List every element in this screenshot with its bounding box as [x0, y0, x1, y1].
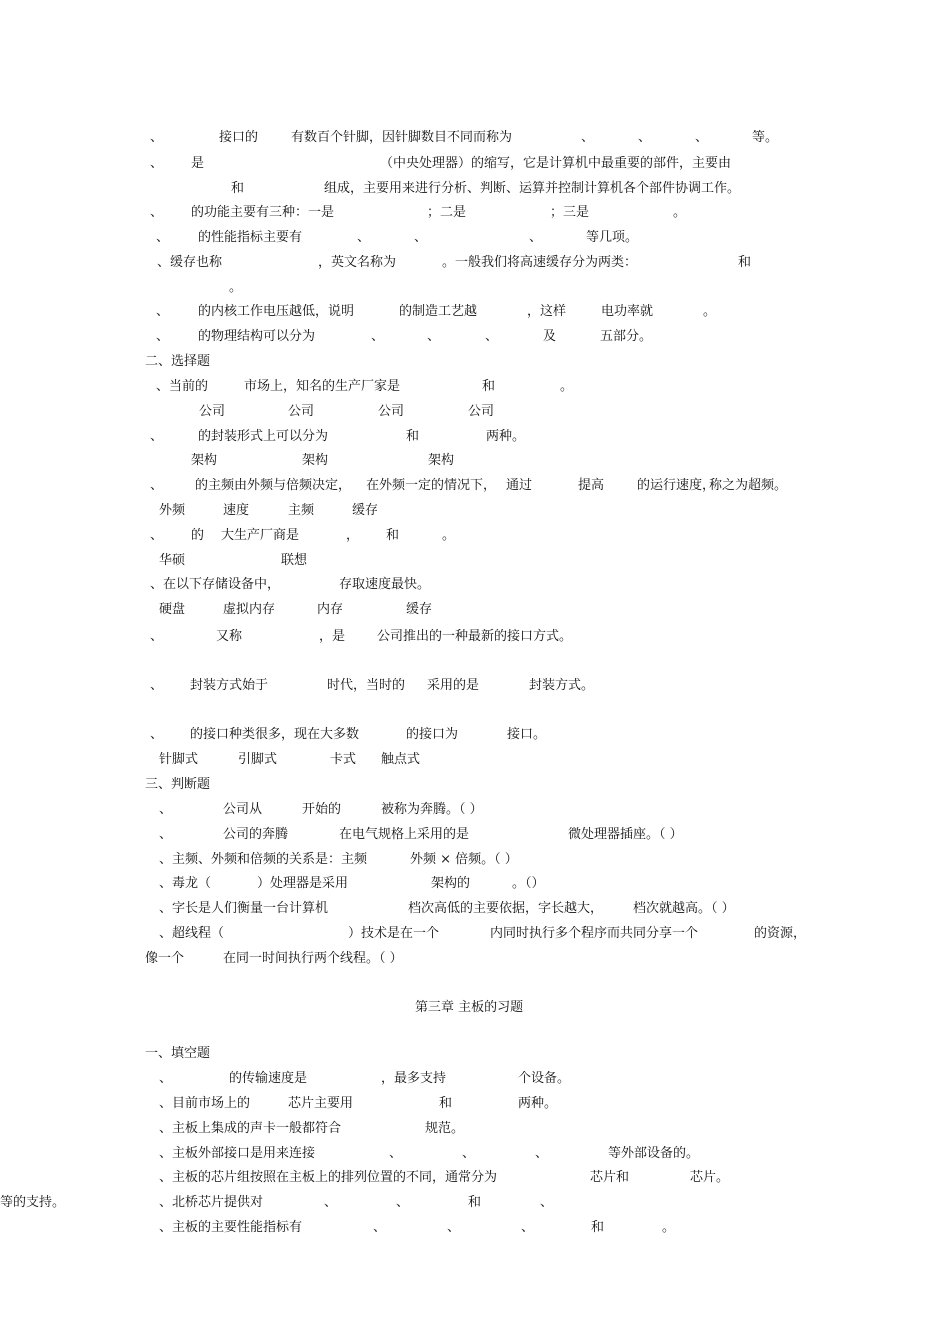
text-fragment: 、 [324, 1195, 338, 1210]
text-fragment: 又称 [216, 629, 243, 644]
text-fragment: 、 [396, 1195, 410, 1210]
text-fragment: 通过 [506, 478, 533, 493]
section-heading [0, 352, 950, 372]
section-heading [0, 1044, 950, 1064]
text-fragment: 和 [482, 379, 496, 394]
text-fragment: 、 [150, 205, 164, 220]
text-fragment: 和 [439, 1096, 453, 1111]
text-fragment: 、 [389, 1146, 403, 1161]
text-fragment: 。 [673, 205, 687, 220]
text-fragment: 和 [738, 255, 752, 270]
text-fragment: 封装方式始于 [190, 678, 269, 693]
text-fragment: 的 [191, 528, 205, 543]
text-fragment: 架构的 [431, 876, 471, 891]
question-line [0, 600, 950, 620]
text-fragment: 、 [373, 1220, 387, 1235]
text-fragment: 电功率就 [601, 304, 654, 319]
text-fragment: 内存 [317, 602, 344, 617]
text-fragment: 的传输速度是 [229, 1071, 308, 1086]
text-fragment: 大生产厂商是 [221, 528, 300, 543]
text-fragment: 。 [229, 280, 243, 295]
text-fragment: 、 [535, 1146, 549, 1161]
text-fragment: 接口。 [507, 727, 547, 742]
question-line [0, 725, 950, 745]
text-fragment: 、 [150, 156, 164, 171]
question-line [0, 128, 950, 148]
text-fragment: 和 [231, 181, 245, 196]
text-fragment: 提高 [578, 478, 605, 493]
text-fragment: 卡式 [330, 752, 357, 767]
question-line [0, 1193, 950, 1213]
text-fragment: 存取速度最快。 [339, 577, 431, 592]
text-fragment: 引脚式 [238, 752, 278, 767]
text-fragment: 缓存 [406, 602, 433, 617]
text-fragment: 规范。 [425, 1121, 465, 1136]
text-fragment: 、 [447, 1220, 461, 1235]
text-fragment: 档次高低的主要依据，字长越大， [408, 901, 604, 916]
text-fragment: 两种。 [518, 1096, 558, 1111]
text-fragment: 架构 [428, 453, 455, 468]
text-fragment: ，是 [319, 629, 346, 644]
question-line [0, 825, 950, 845]
question-line [0, 402, 950, 422]
question-line [0, 154, 950, 174]
text-fragment: 、 [357, 230, 371, 245]
text-fragment: 的制造工艺越 [399, 304, 478, 319]
text-fragment: 针脚式 [159, 752, 199, 767]
text-fragment: 、 [159, 827, 173, 842]
text-fragment: 。 [662, 1220, 676, 1235]
question-line [0, 501, 950, 521]
question-line [0, 627, 950, 647]
text-fragment: 、 [150, 528, 164, 543]
text-fragment: ，这样 [527, 304, 567, 319]
text-fragment: 一、填空题 [145, 1046, 211, 1061]
question-line [0, 1144, 950, 1164]
text-fragment: 。 [703, 304, 717, 319]
text-fragment: 时代，当时的 [327, 678, 406, 693]
text-fragment: 和 [591, 1220, 605, 1235]
question-line [0, 551, 950, 571]
text-fragment: 等。 [752, 130, 779, 145]
text-fragment: 的内核工作电压越低，说明 [198, 304, 355, 319]
text-fragment: 缓存 [352, 503, 379, 518]
text-fragment: 、北桥芯片提供对 [159, 1195, 264, 1210]
text-fragment: 、 [156, 230, 170, 245]
question-line [0, 327, 950, 347]
text-fragment: 和 [386, 528, 400, 543]
text-fragment: 、 [156, 329, 170, 344]
text-fragment: 外频 × 倍频。（ ） [410, 852, 518, 867]
text-fragment: 、 [150, 629, 164, 644]
text-fragment: 、在以下存储设备中， [150, 577, 281, 592]
text-fragment: 架构 [302, 453, 329, 468]
text-fragment: 。 [442, 528, 456, 543]
text-fragment: 。一般我们将高速缓存分为两类： [442, 255, 638, 270]
text-fragment: 封装方式。 [529, 678, 595, 693]
text-fragment: 、 [159, 802, 173, 817]
text-fragment: 称之为超频。 [709, 478, 788, 493]
text-fragment: 芯片主要用 [288, 1096, 354, 1111]
text-fragment: 、当前的 [156, 379, 209, 394]
text-fragment: 、 [521, 1220, 535, 1235]
text-fragment: 主频 [288, 503, 315, 518]
text-fragment: 和 [468, 1195, 482, 1210]
text-fragment: 公司从 [223, 802, 263, 817]
text-fragment: 的接口为 [406, 727, 459, 742]
question-line [0, 800, 950, 820]
question-line [0, 899, 950, 919]
text-fragment: ）处理器是采用 [257, 876, 349, 891]
text-fragment: 公司 [199, 404, 226, 419]
text-fragment: 、 [150, 678, 164, 693]
question-line [0, 253, 950, 273]
question-line [0, 1168, 950, 1188]
text-fragment: 硬盘 [159, 602, 186, 617]
section-heading [0, 775, 950, 795]
question-line [0, 377, 950, 397]
text-fragment: 等外部设备的。 [608, 1146, 700, 1161]
text-fragment: 触点式 [381, 752, 421, 767]
text-fragment: 的资源， [754, 926, 807, 941]
text-fragment: 华硕 [159, 553, 186, 568]
text-fragment: 第三章 主板的习题 [415, 1000, 524, 1015]
text-fragment: 内同时执行多个程序而共同分享一个 [490, 926, 699, 941]
text-fragment: 的功能主要有三种：一是 [191, 205, 335, 220]
text-fragment: 像一个 [145, 951, 185, 966]
text-fragment: 公司 [288, 404, 315, 419]
text-fragment: 、 [156, 304, 170, 319]
text-fragment: 被称为奔腾。（ ） [381, 802, 483, 817]
text-fragment: 架构 [191, 453, 218, 468]
question-line [0, 476, 950, 496]
text-fragment: 及 [543, 329, 557, 344]
text-fragment: 个设备。 [518, 1071, 571, 1086]
text-fragment: 、字长是人们衡量一台计算机 [159, 901, 329, 916]
text-fragment: ）技术是在一个 [348, 926, 440, 941]
text-fragment: ，英文名称为 [318, 255, 397, 270]
text-fragment: 、主板的主要性能指标有 [159, 1220, 303, 1235]
text-fragment: 公司 [378, 404, 405, 419]
question-line [0, 228, 950, 248]
text-fragment: 的接口种类很多，现在大多数 [190, 727, 360, 742]
question-line [0, 1069, 950, 1089]
text-fragment: 、主板的芯片组按照在主板上的排列位置的不同，通常分为 [159, 1170, 498, 1185]
question-line [0, 179, 950, 199]
text-fragment: 市场上，知名的生产厂家是 [244, 379, 401, 394]
text-fragment: ， [346, 528, 360, 543]
text-fragment: 、 [414, 230, 428, 245]
text-fragment: 、 [159, 1071, 173, 1086]
text-fragment: 等的支持。 [0, 1195, 66, 1210]
text-fragment: （中央处理器）的缩写，它是计算机中最重要的部件，主要由 [380, 156, 732, 171]
text-fragment: 联想 [281, 553, 308, 568]
text-fragment: 、 [540, 1195, 554, 1210]
text-fragment: 外频 [159, 503, 186, 518]
text-fragment: 速度 [223, 503, 250, 518]
question-line [0, 1218, 950, 1238]
text-fragment: 、 [150, 478, 164, 493]
text-fragment: 的物理结构可以分为 [198, 329, 316, 344]
text-fragment: 、超线程（ [159, 926, 225, 941]
text-fragment: 的主频由外频与倍频决定， [195, 478, 352, 493]
text-fragment: 、 [150, 727, 164, 742]
text-fragment: 、 [581, 130, 595, 145]
text-fragment: 三、判断题 [145, 777, 211, 792]
text-fragment: 芯片和 [590, 1170, 630, 1185]
question-line [0, 526, 950, 546]
question-line [0, 451, 950, 471]
text-fragment: 在外频一定的情况下， [366, 478, 497, 493]
chapter-title [0, 998, 950, 1018]
text-fragment: 的封装形式上可以分为 [198, 429, 329, 444]
text-fragment: 在同一时间执行两个线程。（ ） [223, 951, 403, 966]
text-fragment: ，最多支持 [381, 1071, 447, 1086]
question-line [0, 676, 950, 696]
question-line [0, 427, 950, 447]
text-fragment: 、 [529, 230, 543, 245]
question-line [0, 575, 950, 595]
question-line [0, 278, 950, 298]
text-fragment: 、 [462, 1146, 476, 1161]
text-fragment: 、主板外部接口是用来连接 [159, 1146, 316, 1161]
text-fragment: 开始的 [302, 802, 342, 817]
text-fragment: 档次就越高。（ ） [633, 901, 735, 916]
text-fragment: 、缓存也称 [157, 255, 223, 270]
text-fragment: 接口的 [219, 130, 259, 145]
question-line [0, 874, 950, 894]
text-fragment: 公司的奔腾 [223, 827, 289, 842]
text-fragment: 、毒龙（ [159, 876, 212, 891]
text-fragment: 的性能指标主要有 [198, 230, 303, 245]
text-fragment: 芯片。 [690, 1170, 730, 1185]
text-fragment: 是 [191, 156, 205, 171]
text-fragment: 公司 [468, 404, 495, 419]
text-fragment: 微处理器插座。（ ） [568, 827, 683, 842]
question-line [0, 1119, 950, 1139]
text-fragment: 、 [150, 130, 164, 145]
text-fragment: 。 [560, 379, 574, 394]
text-fragment: 二、选择题 [145, 354, 211, 369]
question-line [0, 302, 950, 322]
text-fragment: 组成，主要用来进行分析、判断、运算并控制计算机各个部件协调工作。 [324, 181, 741, 196]
text-fragment: 、 [695, 130, 709, 145]
text-fragment: 、 [427, 329, 441, 344]
text-fragment: 、 [150, 429, 164, 444]
text-fragment: 、 [638, 130, 652, 145]
text-fragment: 等几项。 [586, 230, 639, 245]
text-fragment: 公司推出的一种最新的接口方式。 [377, 629, 573, 644]
text-fragment: 和 [406, 429, 420, 444]
text-fragment: 两种。 [486, 429, 526, 444]
text-fragment: 有数百个针脚，因针脚数目不同而称为 [291, 130, 513, 145]
text-fragment: 五部分。 [600, 329, 653, 344]
text-fragment: 、主频、外频和倍频的关系是：主频 [159, 852, 368, 867]
text-fragment: 。（） [512, 876, 545, 891]
question-line [0, 1094, 950, 1114]
text-fragment: ；二是 [427, 205, 467, 220]
text-fragment: 虚拟内存 [223, 602, 276, 617]
question-line [0, 949, 950, 969]
text-fragment: 采用的是 [427, 678, 480, 693]
question-line [0, 850, 950, 870]
text-fragment: ；三是 [550, 205, 590, 220]
text-fragment: 的运行速度， [637, 478, 716, 493]
text-fragment: 、目前市场上的 [159, 1096, 251, 1111]
question-line [0, 924, 950, 944]
text-fragment: 在电气规格上采用的是 [339, 827, 470, 842]
question-line [0, 203, 950, 223]
question-line [0, 750, 950, 770]
text-fragment: 、主板上集成的声卡一般都符合 [159, 1121, 342, 1136]
text-fragment: 、 [485, 329, 499, 344]
text-fragment: 、 [371, 329, 385, 344]
